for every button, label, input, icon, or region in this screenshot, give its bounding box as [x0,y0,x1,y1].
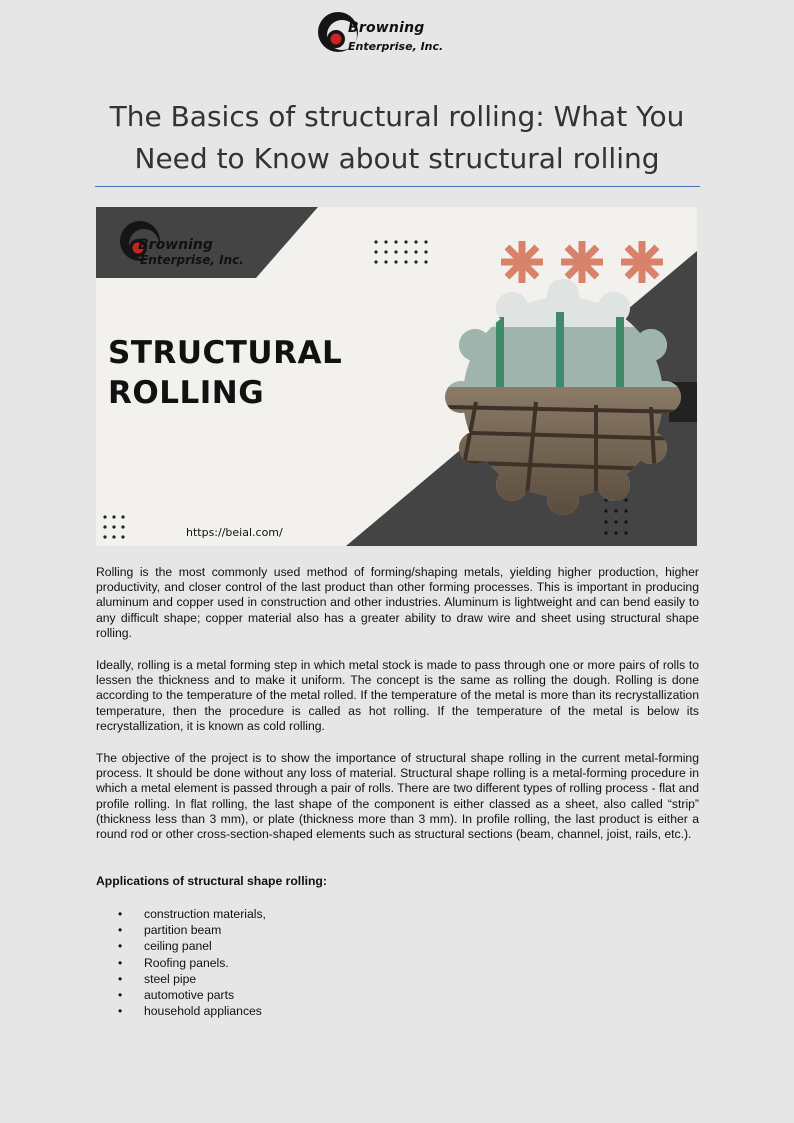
asterisk-icons [501,241,663,283]
paragraph-1: Rolling is the most commonly used method of forming/shaping metals, yielding higher production, higher productivity, and closer control of the last product than other forming processes. This is important in producing aluminum and copper used in construction and other industries. Aluminum is lightweight and can bend easily to any difficult shape; copper material also has a greater ability to draw wire and sheet using structural shape rolling. [96,565,699,640]
applications-list [96,906,266,1019]
list-item: • household appliances [96,1003,266,1019]
logo-name: Browning [348,20,425,36]
banner-url: https://beial.com/ [186,526,283,539]
page-title [80,96,714,180]
banner-headline [108,333,342,413]
company-logo [316,8,481,60]
paragraph-2: Ideally, rolling is a metal forming step in which metal stock is made to pass through one or more pairs of rolls to lessen the thickness and to make it uniform. The concept is the same as rolling the dough. Rolling is done according to the temperature of the metal rolled. If the temperature of the metal is more than its recrystallization temperature, then the procedure is called as hot rolling. If the temperature of the metal is below its recrystallization, it is known as cold rolling. [96,658,699,733]
paragraph-3: The objective of the project is to show the importance of structural shape rolling in the current metal-forming process. It should be done without any loss of material. Structural shape rolling is a metal-forming procedure in which a metal element is passed through a pair of rolls. There are two different types of rolling process - flat and profile rolling. In flat rolling, the last shape of the component is either classed as a sheet, also called “strip” (thickness less than 3 mm), or plate (thickness more than 3 mm). In profile rolling, the last product is either a round rod or other cross-section-shaped elements such as structural sections (beam, channel, joist, rails, etc.). [96,751,699,842]
list-item: • ceiling panel [96,938,266,954]
list-item: • Roofing panels. [96,955,266,971]
applications-heading: Applications of structural shape rolling: [96,874,327,888]
asterisk-icon [621,241,663,283]
title-line-1: The Basics of structural rolling: What You [109,100,685,133]
asterisk-icon [501,241,543,283]
logo-subtitle: Enterprise, Inc. [348,40,444,53]
list-item: • partition beam [96,922,266,938]
banner-headline-line-2: ROLLING [108,375,265,411]
list-item: • steel pipe [96,971,266,987]
dot-grid-bottom-left [103,515,124,538]
banner-headline-line-1: STRUCTURAL [108,335,343,371]
banner-logo [116,215,316,275]
title-line-2: Need to Know about structural rolling [134,142,660,175]
banner-logo-name: Browning [138,237,213,253]
dot-grid-top [374,240,427,263]
title-divider [95,186,700,187]
asterisk-icon [561,241,603,283]
structural-rolling-banner [96,207,697,546]
list-item: • automotive parts [96,987,266,1003]
list-item: • construction materials, [96,906,266,922]
banner-logo-subtitle: Enterprise, Inc. [140,253,244,267]
